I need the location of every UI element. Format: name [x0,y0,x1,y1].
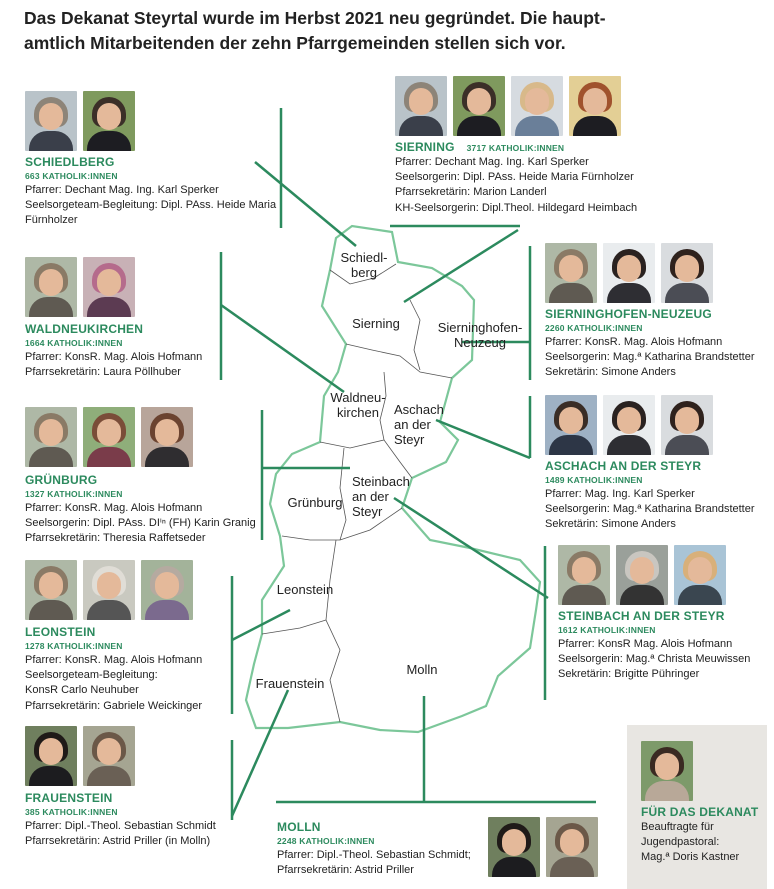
frauenstein-photos [25,726,135,786]
parish-count: 2260 KATHOLIK:INNEN [545,323,643,333]
portrait-photo [25,91,77,151]
parish-count: 1612 KATHOLIK:INNEN [558,625,656,635]
deanery-title: FÜR DAS DEKANAT [641,805,759,819]
map-label-waldneukirchen [326,390,390,420]
parish-aschach [545,459,755,533]
map-label-molln: Molln [406,662,438,677]
staff-line: Pfarrer: KonsR Mag. Alois Hofmann [558,638,733,650]
parish-count: 1664 KATHOLIK:INNEN [25,338,123,348]
map-label-sierninghofen-line-2: Neuzeug [453,335,507,350]
staff-line: Sekretärin: Simone Anders [545,518,676,531]
staff-line: Seelsorgerin: Mag.ª Katharina Brandstetter [545,351,755,364]
parish-name: FRAUENSTEIN [25,791,113,805]
map-label-aschach-line-3: Steyr [394,432,425,447]
leonstein-photos [25,560,193,620]
staff-line: Pfarrer: KonsR. Mag. Alois Hofmann [25,351,203,363]
map-label-frauenstein: Frauenstein [255,676,325,691]
staff-line: Pfarrer: Mag. Ing. Karl Sperker [545,488,695,500]
staff-line: Seelsorgerin: Mag.ª Katharina Brandstetter [545,503,755,516]
sierninghofen-photos [545,243,713,303]
map-label-steinbach-line-2: an der [352,489,389,504]
parish-name: MOLLN [277,820,321,834]
staff-line: Pfarrsekretärin: Astrid Priller (in Molln) [25,835,211,848]
map-label-steinbach [352,474,422,519]
molln-photos [488,817,598,877]
staff-line: Sekretärin: Brigitte Pühringer [558,668,700,681]
map-label-aschach-line-1: Aschach [394,402,444,417]
portrait-photo [83,91,135,151]
staff-line: Seelsorgerin: Dipl. PAss. Heide Maria Fürnholzer [395,171,634,184]
parish-count: 2248 KATHOLIK:INNEN [277,836,375,846]
map-label-aschach-line-2: an der [394,417,431,432]
staff-line: Pfarrer: Dechant Mag. Ing. Karl Sperker [25,184,219,196]
portrait-photo [569,76,621,136]
parish-sierning [395,140,637,216]
portrait-photo [83,407,135,467]
map-label-steinbach-line-3: Steyr [352,504,383,519]
parish-count: 1278 KATHOLIK:INNEN [25,641,123,651]
staff-line: Seelsorgeteam-Begleitung: Dipl. PAss. Heide Maria [25,199,277,212]
portrait-photo [616,545,668,605]
portrait-photo [641,741,693,801]
staff-line: Pfarrsekretärin: Astrid Priller [277,864,414,877]
sierning-photos [395,76,621,136]
map-label-leonstein: Leonstein [276,582,334,597]
deanery-box [627,725,767,889]
map-label-gruenburg: Grünburg [287,495,343,510]
staff-line: Pfarrsekretärin: Theresia Raffetseder [25,532,206,545]
portrait-photo [25,726,77,786]
parish-count: 1327 KATHOLIK:INNEN [25,489,123,499]
portrait-photo [141,407,193,467]
parish-sierninghofen [545,307,755,381]
portrait-photo [395,76,447,136]
parish-schiedlberg [25,155,276,229]
staff-line: Pfarrer: Dechant Mag. Ing. Karl Sperker [395,156,589,168]
deanery-line: Beauftragte für [641,821,714,833]
portrait-photo [661,243,713,303]
staff-line: Pfarrsekretärin: Laura Pöllhuber [25,366,181,379]
portrait-photo [83,726,135,786]
parish-heading [395,140,637,155]
parish-name: LEONSTEIN [25,625,96,639]
map-label-schiedlberg-line-1: Schiedl- [340,250,388,265]
portrait-photo [83,560,135,620]
portrait-photo [674,545,726,605]
map-label-sierning: Sierning [352,316,400,331]
steinbach-photos [558,545,726,605]
portrait-photo [141,560,193,620]
portrait-photo [558,545,610,605]
map-label-schiedlberg-line-2: berg [350,265,378,280]
staff-line: Sekretärin: Simone Anders [545,366,676,379]
aschach-photos [545,395,713,455]
deanery-line: Mag.ª Doris Kastner [641,851,740,864]
staff-line: Seelsorgerin: Dipl. PAss. DIⁱⁿ (FH) Karin Granig [25,517,256,530]
staff-line: Pfarrer: KonsR. Mag. Alois Hofmann [545,336,723,348]
staff-line: Pfarrsekretärin: Marion Landerl [395,186,547,199]
staff-line: Seelsorgeteam-Begleitung: [25,669,158,682]
headline-line-2: amtlich Mitarbeitenden der zehn Pfarrgemeinden stellen sich vor. [24,33,566,53]
map-label-schiedlberg [336,250,392,280]
portrait-photo [603,395,655,455]
portrait-photo [25,407,77,467]
map-label-waldneukirchen-line-1: Waldneu- [330,390,386,405]
staff-line: Fürnholzer [25,214,78,227]
parish-name: SIERNINGHOFEN-NEUZEUG [545,307,712,321]
parish-name: SCHIEDLBERG [25,155,115,169]
portrait-photo [25,560,77,620]
map-label-sierninghofen [430,320,530,350]
deanery-line: Jugendpastoral: [641,836,720,849]
parish-gruenburg [25,473,256,547]
staff-line: Pfarrer: KonsR. Mag. Alois Hofmann [25,654,203,666]
parish-molln [277,820,471,878]
parish-name: STEINBACH AN DER STEYR [558,609,725,623]
parish-count: 3717 KATHOLIK:INNEN [466,143,565,153]
portrait-photo [511,76,563,136]
map-label-sierninghofen-line-1: Sierninghofen- [437,320,523,335]
parish-waldneukirchen [25,322,202,380]
parish-leonstein [25,625,202,714]
portrait-photo [545,395,597,455]
parish-name: WALDNEUKIRCHEN [25,322,144,336]
map-label-steinbach-line-1: Steinbach [352,474,410,489]
portrait-photo [25,257,77,317]
portrait-photo [488,817,540,877]
map-label-waldneukirchen-line-2: kirchen [337,405,379,420]
waldneukirchen-photos [25,257,135,317]
parish-count: 1489 KATHOLIK:INNEN [545,475,643,485]
portrait-photo [546,817,598,877]
deanery-info [641,805,758,866]
gruenburg-photos [25,407,193,467]
portrait-photo [453,76,505,136]
staff-line: KonsR Carlo Neuhuber [25,684,139,697]
portrait-photo [603,243,655,303]
staff-line: Seelsorgerin: Mag.ª Christa Meuwissen [558,653,751,666]
parish-steinbach [558,609,750,683]
parish-frauenstein [25,791,216,849]
map-label-aschach [394,402,454,447]
staff-line: Pfarrer: Dipl.-Theol. Sebastian Schmidt; [277,849,471,861]
schiedlberg-photos [25,91,135,151]
staff-line: Pfarrsekretärin: Gabriele Weickinger [25,699,203,712]
staff-line: Pfarrer: Dipl.-Theol. Sebastian Schmidt [25,820,216,832]
headline-line-1: Das Dekanat Steyrtal wurde im Herbst 2021 neu gegründet. Die haupt- [24,8,606,28]
portrait-photo [83,257,135,317]
parish-name: ASCHACH AN DER STEYR [545,459,702,473]
parish-count: 385 KATHOLIK:INNEN [25,807,118,817]
parish-count: 663 KATHOLIK:INNEN [25,171,118,181]
portrait-photo [661,395,713,455]
portrait-photo [545,243,597,303]
parish-name: GRÜNBURG [25,473,98,487]
parish-name: SIERNING [395,140,455,154]
staff-line: KH-Seelsorgerin: Dipl.Theol. Hildegard Heimbach [395,201,638,214]
staff-line: Pfarrer: KonsR. Mag. Alois Hofmann [25,502,203,514]
